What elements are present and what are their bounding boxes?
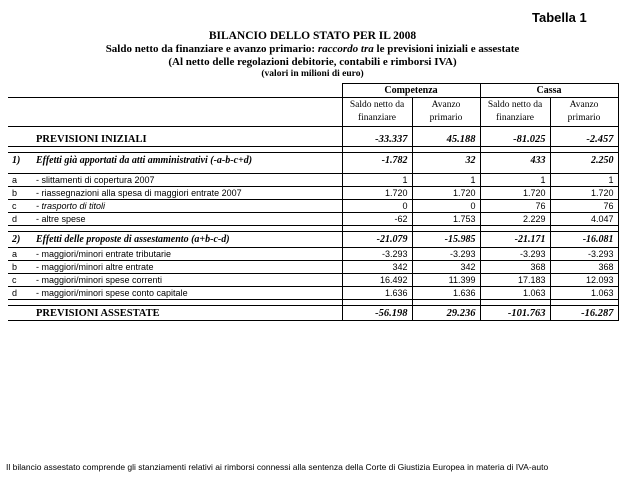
budget-table xyxy=(8,83,619,321)
col-avanzo-cassa: Avanzo primario xyxy=(550,98,618,127)
col-saldo-cassa: Saldo netto da finanziare xyxy=(480,98,550,127)
cell-value: 1.063 xyxy=(480,287,550,300)
cell-value: 4.047 xyxy=(550,213,618,226)
cell-value: 1 xyxy=(342,174,412,187)
subtitle-italic: raccordo tra xyxy=(317,43,374,55)
cell-value: 29.236 xyxy=(412,306,480,321)
row-letter: a xyxy=(8,248,32,261)
cell-value: 1.753 xyxy=(412,213,480,226)
col-saldo-competenza: Saldo netto da finanziare xyxy=(342,98,412,127)
cell-value: 32 xyxy=(412,153,480,169)
table-number: Tabella 1 xyxy=(532,10,587,25)
subtitle-part-1: Saldo netto da finanziare e avanzo primario: xyxy=(105,43,318,55)
cell-value: 16.492 xyxy=(342,274,412,287)
row-letter: c xyxy=(8,200,32,213)
previsioni-iniziali-row xyxy=(8,132,618,147)
row-label: - maggiori/minori altre entrate xyxy=(32,261,342,274)
cell-value: 0 xyxy=(412,200,480,213)
row-label: - maggiori/minori entrate tributarie xyxy=(32,248,342,261)
row-letter: d xyxy=(8,287,32,300)
cell-value: 2.250 xyxy=(550,153,618,169)
document-subtitle-2: (Al netto delle regolazioni debitorie, contabili e rimborsi IVA) xyxy=(168,56,457,68)
row-letter: b xyxy=(8,261,32,274)
subtitle-part-2: le previsioni iniziali e assestate xyxy=(373,43,520,55)
units-note: (valori in milioni di euro) xyxy=(261,69,364,79)
cell-value: 1.720 xyxy=(412,187,480,200)
cell-value: -16.287 xyxy=(550,306,618,321)
row-letter: c xyxy=(8,274,32,287)
cell-value: 368 xyxy=(550,261,618,274)
table-row xyxy=(8,287,618,300)
cell-value: -3.293 xyxy=(412,248,480,261)
column-header-row xyxy=(8,98,618,127)
cell-value: 2.229 xyxy=(480,213,550,226)
row-letter: a xyxy=(8,174,32,187)
cell-value: -101.763 xyxy=(480,306,550,321)
row-letter: b xyxy=(8,187,32,200)
document-subtitle xyxy=(0,43,625,55)
cell-value: 1.720 xyxy=(550,187,618,200)
cell-value: 1 xyxy=(412,174,480,187)
cell-value: 12.093 xyxy=(550,274,618,287)
cell-value: 45.188 xyxy=(412,132,480,147)
cell-value: 1.063 xyxy=(550,287,618,300)
row-label: - maggiori/minori spese conto capitale xyxy=(32,287,342,300)
cell-value: -2.457 xyxy=(550,132,618,147)
cell-value: -1.782 xyxy=(342,153,412,169)
cell-value: 1.636 xyxy=(342,287,412,300)
row-label: PREVISIONI ASSESTATE xyxy=(32,306,342,321)
table-row xyxy=(8,274,618,287)
effetti-1-row xyxy=(8,153,618,169)
cell-value: -3.293 xyxy=(480,248,550,261)
cell-value: 17.183 xyxy=(480,274,550,287)
cell-value: -3.293 xyxy=(550,248,618,261)
effetti-2-row xyxy=(8,232,618,248)
row-label: Effetti delle proposte di assestamento (a+b-c-d) xyxy=(32,232,342,248)
row-label: - slittamenti di copertura 2007 xyxy=(32,174,342,187)
row-label: - trasporto di titoli xyxy=(32,200,342,213)
table-row xyxy=(8,174,618,187)
cell-value: 11.399 xyxy=(412,274,480,287)
group-cassa: Cassa xyxy=(480,84,618,98)
table-row xyxy=(8,200,618,213)
row-letter: d xyxy=(8,213,32,226)
cell-value: -15.985 xyxy=(412,232,480,248)
cell-value: 1 xyxy=(480,174,550,187)
previsioni-assestate-row xyxy=(8,306,618,321)
cell-value: -3.293 xyxy=(342,248,412,261)
cell-value: 1 xyxy=(550,174,618,187)
cell-value: 433 xyxy=(480,153,550,169)
row-label: - riassegnazioni alla spesa di maggiori entrate 2007 xyxy=(32,187,342,200)
cell-value: -62 xyxy=(342,213,412,226)
group-competenza: Competenza xyxy=(342,84,480,98)
row-label: - maggiori/minori spese correnti xyxy=(32,274,342,287)
document-title: BILANCIO DELLO STATO PER IL 2008 xyxy=(208,30,417,42)
row-label: PREVISIONI INIZIALI xyxy=(32,132,342,147)
table-row xyxy=(8,248,618,261)
cell-value: -81.025 xyxy=(480,132,550,147)
group-header-row xyxy=(8,84,618,98)
cell-value: -33.337 xyxy=(342,132,412,147)
cell-value: 368 xyxy=(480,261,550,274)
col-avanzo-competenza: Avanzo primario xyxy=(412,98,480,127)
cell-value: 0 xyxy=(342,200,412,213)
cell-value: 1.720 xyxy=(480,187,550,200)
cell-value: -21.171 xyxy=(480,232,550,248)
cell-value: 76 xyxy=(480,200,550,213)
cell-value: -21.079 xyxy=(342,232,412,248)
table-row xyxy=(8,187,618,200)
row-label: Effetti già apportati da atti amministrativi (-a-b-c+d) xyxy=(32,153,342,169)
cell-value: 1.636 xyxy=(412,287,480,300)
footnote: Il bilancio assestato comprende gli stanziamenti relativi ai rimborsi connessi alla sentenza della Corte di Giustizia Europea in materia di IVA-auto xyxy=(6,462,549,472)
cell-value: -16.081 xyxy=(550,232,618,248)
row-number: 2) xyxy=(8,232,32,248)
cell-value: 76 xyxy=(550,200,618,213)
cell-value: 342 xyxy=(342,261,412,274)
cell-value: 1.720 xyxy=(342,187,412,200)
row-label: - altre spese xyxy=(32,213,342,226)
cell-value: 342 xyxy=(412,261,480,274)
row-number: 1) xyxy=(8,153,32,169)
cell-value: -56.198 xyxy=(342,306,412,321)
table-row xyxy=(8,261,618,274)
table-row xyxy=(8,213,618,226)
